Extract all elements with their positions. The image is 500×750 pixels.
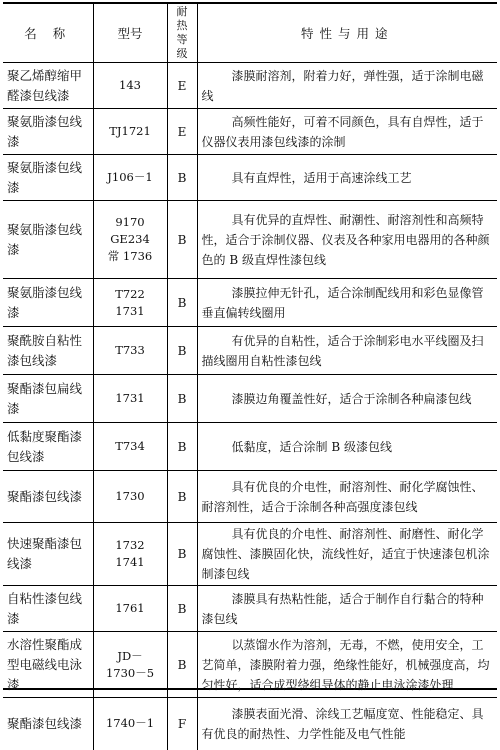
table-header-row bbox=[3, 4, 497, 63]
model-cell: 1730 bbox=[93, 471, 167, 523]
model-cell: J106－1 bbox=[93, 155, 167, 201]
description-cell: 具有直焊性，适用于高速涂线工艺 bbox=[197, 155, 497, 201]
header-desc: 特性与用途 bbox=[197, 4, 497, 63]
table-row bbox=[3, 109, 497, 155]
model-cell: 1740－1 bbox=[93, 698, 167, 750]
header-model: 型号 bbox=[93, 4, 167, 63]
product-name-cell: 聚酰胺自粘性漆包线漆 bbox=[3, 327, 93, 375]
model-cell: T722 1731 bbox=[93, 279, 167, 327]
product-name-cell: 聚乙烯醇缩甲醛漆包线漆 bbox=[3, 63, 93, 109]
model-cell: T733 bbox=[93, 327, 167, 375]
grade-cell: B bbox=[167, 523, 197, 586]
description-cell: 具有优良的介电性、耐溶剂性、耐磨性、耐化学腐蚀性、漆膜固化快，流线性好，适宜于快速漆包机涂制漆包线 bbox=[197, 523, 497, 586]
grade-cell: B bbox=[167, 279, 197, 327]
description-cell: 漆膜边角覆盖性好，适合于涂制各种扁漆包线 bbox=[197, 375, 497, 423]
model-cell: 1732 1741 bbox=[93, 523, 167, 586]
table-row bbox=[3, 471, 497, 523]
description-cell: 有优异的自粘性，适合于涂制彩电水平线圈及扫描线圈用自粘性漆包线 bbox=[197, 327, 497, 375]
grade-cell: E bbox=[167, 63, 197, 109]
table-row bbox=[3, 279, 497, 327]
product-name-cell: 水溶性聚酯成型电磁线电泳漆 bbox=[3, 632, 93, 698]
table-row bbox=[3, 63, 497, 109]
table-row bbox=[3, 423, 497, 471]
product-name-cell: 聚氨脂漆包线漆 bbox=[3, 155, 93, 201]
table-row bbox=[3, 155, 497, 201]
grade-cell: B bbox=[167, 586, 197, 632]
model-cell: TJ1721 bbox=[93, 109, 167, 155]
table-body bbox=[3, 63, 497, 750]
description-cell: 以蒸馏水作为溶剂，无毒，不燃，使用安全，工艺简单，漆膜附着力强，绝缘性能好，机械强度高，均匀性好，适合成型绕组导体的静止电泳涂漆处理 bbox=[197, 632, 497, 698]
model-cell: T734 bbox=[93, 423, 167, 471]
description-cell: 具有优良的介电性，耐溶剂性、耐化学腐蚀性、耐溶剂性，适合于涂制各种高强度漆包线 bbox=[197, 471, 497, 523]
model-cell: 1731 bbox=[93, 375, 167, 423]
model-cell: 1761 bbox=[93, 586, 167, 632]
grade-cell: E bbox=[167, 109, 197, 155]
product-name-cell: 聚氨脂漆包线漆 bbox=[3, 279, 93, 327]
grade-cell: B bbox=[167, 632, 197, 698]
grade-cell: B bbox=[167, 155, 197, 201]
description-cell: 具有优异的直焊性、耐潮性、耐溶剂性和高频特性，适合于涂制仪器、仪表及各种家用电器用的各种颜色的 B 级直焊性漆包线 bbox=[197, 201, 497, 279]
product-name-cell: 聚酯漆包线漆 bbox=[3, 471, 93, 523]
product-name-cell: 聚氨脂漆包线漆 bbox=[3, 109, 93, 155]
table-row bbox=[3, 327, 497, 375]
product-name-cell: 自粘性漆包线漆 bbox=[3, 586, 93, 632]
table-row bbox=[3, 523, 497, 586]
table-row bbox=[3, 375, 497, 423]
description-cell: 高频性能好，可着不同颜色，具有自焊性，适于仪器仪表用漆包线漆的涂制 bbox=[197, 109, 497, 155]
product-table-page bbox=[3, 2, 497, 741]
description-cell: 漆膜具有热粘性能，适合于制作自行黏合的特种漆包线 bbox=[197, 586, 497, 632]
description-cell: 漆膜拉伸无针孔，适合涂制配线用和彩色显像管垂直偏转线圈用 bbox=[197, 279, 497, 327]
enamel-varnish-table bbox=[3, 4, 497, 750]
table-row bbox=[3, 586, 497, 632]
header-name: 名 称 bbox=[3, 4, 93, 63]
description-cell: 漆膜表面光滑、涂线工艺幅度宽、性能稳定、具有优良的耐热性、力学性能及电气性能 bbox=[197, 698, 497, 750]
grade-cell: B bbox=[167, 375, 197, 423]
product-name-cell: 聚氨脂漆包线漆 bbox=[3, 201, 93, 279]
description-cell: 低黏度，适合涂制 B 级漆包线 bbox=[197, 423, 497, 471]
product-name-cell: 聚酯漆包扁线漆 bbox=[3, 375, 93, 423]
grade-cell: F bbox=[167, 698, 197, 750]
grade-cell: B bbox=[167, 471, 197, 523]
grade-cell: B bbox=[167, 201, 197, 279]
model-cell: 143 bbox=[93, 63, 167, 109]
product-name-cell: 快速聚酯漆包线漆 bbox=[3, 523, 93, 586]
description-cell: 漆膜耐溶剂，附着力好，弹性强，适于涂制电磁线 bbox=[197, 63, 497, 109]
table-row bbox=[3, 632, 497, 698]
model-cell: JD－ 1730－5 bbox=[93, 632, 167, 698]
product-name-cell: 聚酯漆包线漆 bbox=[3, 698, 93, 750]
grade-cell: B bbox=[167, 327, 197, 375]
table-row bbox=[3, 201, 497, 279]
product-name-cell: 低黏度聚酯漆包线漆 bbox=[3, 423, 93, 471]
model-cell: 9170 GE234 常 1736 bbox=[93, 201, 167, 279]
header-grade: 耐热等级 bbox=[167, 4, 197, 63]
grade-cell: B bbox=[167, 423, 197, 471]
table-row bbox=[3, 698, 497, 750]
